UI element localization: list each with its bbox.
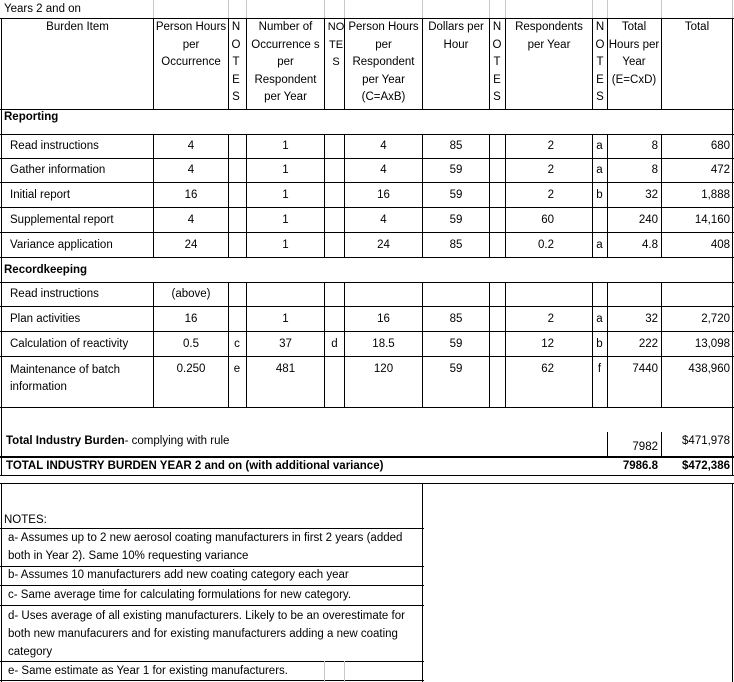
- year2-total-amount: $472,386: [682, 460, 730, 472]
- total-hours-cell: 32: [645, 189, 658, 201]
- dollars-cell: 59: [449, 189, 463, 201]
- dollars-cell: 59: [449, 214, 463, 226]
- note-ref: a: [596, 313, 603, 325]
- rule: [505, 18, 506, 110]
- occurrences-cell: 37: [279, 338, 292, 350]
- gridline: [228, 0, 229, 19]
- rule: [0, 18, 734, 19]
- respondents-cell: 0.2: [538, 239, 554, 251]
- note-d: d- Uses average of all existing manufacturers. Likely to be an overestimate for both new manufacurers and for existing manufacturers adding a new coating category: [8, 610, 405, 658]
- note-c: c- Same average time for calculating formulations for new category.: [8, 589, 352, 601]
- total-hours-cell: 8: [651, 140, 658, 152]
- row-item: Plan activities: [10, 313, 81, 325]
- note-ref: d: [331, 338, 338, 350]
- rule: [0, 483, 734, 484]
- respondents-cell: 12: [541, 338, 554, 350]
- row-item: Initial report: [10, 189, 71, 201]
- rule: [324, 282, 325, 407]
- hours-year-cell: 120: [373, 363, 394, 375]
- rule: [1, 18, 2, 407]
- rule: [607, 134, 608, 258]
- note-ref: b: [596, 338, 603, 350]
- rule: [246, 134, 247, 258]
- header-respondents: Respondents per Year: [515, 21, 583, 51]
- note-ref: a: [596, 239, 603, 251]
- row-item: Supplemental report: [10, 214, 114, 226]
- rule: [592, 282, 593, 407]
- rule: [0, 680, 424, 681]
- total-hours-cell: 222: [638, 338, 658, 350]
- hours-year-cell: 4: [380, 140, 387, 152]
- row-item: Gather information: [10, 164, 106, 176]
- total-cell: 2,720: [701, 313, 730, 325]
- gridline: [246, 0, 247, 19]
- rule: [344, 18, 345, 110]
- rule: [0, 356, 734, 357]
- rule: [732, 18, 733, 407]
- dollars-cell: 85: [449, 239, 463, 251]
- respondents-cell: 2: [547, 313, 554, 325]
- total-hours-cell: 240: [638, 214, 658, 226]
- rule: [0, 257, 734, 258]
- gridline: [592, 0, 593, 19]
- respondents-cell: 2: [547, 164, 554, 176]
- gridline: [732, 0, 733, 19]
- gridline: [344, 0, 345, 19]
- occurrences-cell: 1: [282, 189, 289, 201]
- hours-year-cell: 4: [380, 164, 387, 176]
- rule: [0, 306, 734, 307]
- occurrences-cell: 1: [282, 140, 289, 152]
- occurrences-cell: 1: [282, 239, 289, 251]
- gridline: [489, 0, 490, 19]
- occurrences-cell: 1: [282, 164, 289, 176]
- occurrences-cell: 481: [275, 363, 296, 375]
- rule: [661, 18, 662, 110]
- rule: [422, 483, 423, 682]
- rule: [661, 134, 662, 258]
- gridline: [153, 0, 154, 19]
- note-e: e- Same estimate as Year 1 for existing manufacturers.: [8, 665, 288, 677]
- rule: [732, 483, 733, 682]
- rule: [228, 282, 229, 407]
- rule: [422, 18, 423, 110]
- rule: [0, 232, 734, 233]
- rule: [228, 18, 229, 110]
- total-cell: 408: [710, 239, 730, 251]
- row-item: Read instructions: [10, 288, 99, 300]
- rule: [324, 18, 325, 110]
- rule: [0, 282, 734, 283]
- total-hours-cell: 32: [645, 313, 658, 325]
- rule: [0, 109, 734, 110]
- rule: [153, 18, 154, 110]
- note-ref: a: [596, 140, 603, 152]
- rule: [0, 331, 734, 332]
- rule: [0, 585, 424, 586]
- gridline: [422, 0, 423, 19]
- section-recordkeeping: Recordkeeping: [4, 264, 88, 276]
- total-hours-cell: 4.8: [642, 239, 658, 251]
- row-item: Variance application: [10, 239, 113, 251]
- note-ref: b: [596, 189, 603, 201]
- rule: [0, 661, 424, 662]
- year2-total-hours: 7986.8: [622, 460, 658, 472]
- dollars-cell: 85: [449, 313, 463, 325]
- gridline: [505, 0, 506, 19]
- row-item: Maintenance of batch information: [10, 364, 120, 393]
- gridline: [324, 0, 325, 19]
- rule: [489, 18, 490, 110]
- rule: [0, 566, 424, 567]
- person-hours-cell: 4: [187, 164, 195, 176]
- rule: [246, 282, 247, 407]
- rule: [0, 134, 734, 135]
- total-cell: 13,098: [694, 338, 730, 350]
- note-ref: e: [233, 363, 241, 375]
- rule: [153, 282, 154, 407]
- rule: [607, 432, 608, 457]
- hours-year-cell: 4: [380, 214, 387, 226]
- rule: [0, 475, 734, 476]
- person-hours-cell: 24: [184, 239, 198, 251]
- industry-burden-label: [2, 434, 422, 450]
- industry-burden-label-bold: Total Industry Burden: [6, 435, 125, 447]
- rule: [0, 158, 734, 159]
- rule: [228, 134, 229, 258]
- rule: [661, 282, 662, 407]
- rule: [422, 134, 423, 258]
- rule: [505, 282, 506, 407]
- total-cell: 14,160: [694, 214, 730, 226]
- header-notes-2: NOTES: [327, 21, 345, 68]
- respondents-cell: 2: [547, 140, 554, 152]
- hours-year-cell: 18.5: [372, 338, 395, 350]
- rule: [607, 18, 608, 110]
- total-cell: 438,960: [688, 363, 730, 375]
- person-hours-cell: 4: [187, 140, 195, 152]
- total-cell: 680: [710, 140, 730, 152]
- gridline: [344, 661, 345, 682]
- respondents-cell: 62: [541, 363, 554, 375]
- rule: [0, 528, 424, 529]
- rule: [0, 207, 734, 208]
- respondents-cell: 2: [547, 189, 554, 201]
- header-notes-3: NOTES: [492, 21, 502, 103]
- rule: [324, 134, 325, 258]
- note-b: b- Assumes 10 manufacturers add new coating category each year: [8, 569, 349, 581]
- section-reporting: Reporting: [4, 111, 59, 123]
- rule: [489, 134, 490, 258]
- header-dollars-per-hour: Dollars per Hour: [428, 21, 484, 51]
- total-cell: 1,888: [701, 189, 730, 201]
- hours-year-cell: 16: [377, 313, 390, 325]
- row-item: Calculation of reactivity: [10, 338, 129, 350]
- person-hours-cell: 0.250: [176, 363, 206, 375]
- industry-burden-label-rest: - complying with rule: [124, 435, 230, 447]
- rule: [0, 407, 734, 408]
- sheet-title: Years 2 and on: [4, 3, 81, 15]
- dollars-cell: 85: [449, 140, 463, 152]
- gridline: [324, 661, 325, 682]
- rule: [489, 282, 490, 407]
- occurrences-cell: 1: [282, 313, 289, 325]
- header-person-hours-year: Person Hours per Respondent per Year (C=AxB): [348, 21, 419, 103]
- rule: [1, 483, 2, 682]
- occurrences-cell: 1: [282, 214, 289, 226]
- rule: [0, 457, 734, 458]
- industry-burden-hours: 7982: [632, 441, 658, 453]
- note-ref: a: [596, 164, 603, 176]
- rule: [344, 134, 345, 258]
- rule: [0, 182, 734, 183]
- industry-burden-total: $471,978: [682, 435, 730, 447]
- note-ref: [592, 213, 607, 227]
- rule: [732, 407, 733, 476]
- rule: [0, 605, 424, 606]
- dollars-cell: 59: [449, 338, 463, 350]
- rule: [592, 134, 593, 258]
- hours-year-cell: 16: [377, 189, 390, 201]
- notes-heading: NOTES:: [4, 514, 47, 526]
- header-occurrences: Number of Occurrence s per Respondent per Year: [251, 21, 320, 103]
- dollars-cell: 59: [449, 363, 463, 375]
- rule: [661, 432, 662, 457]
- note-ref: c: [234, 338, 240, 350]
- note-ref: f: [597, 363, 602, 375]
- rule: [505, 134, 506, 258]
- header-notes-4: NOTES: [595, 21, 605, 103]
- total-hours-cell: 8: [651, 164, 658, 176]
- total-hours-cell: 7440: [632, 363, 658, 375]
- person-hours-cell: (above): [171, 288, 211, 300]
- person-hours-cell: 16: [184, 313, 198, 325]
- header-person-hours: Person Hours per Occurrence: [155, 21, 227, 68]
- total-cell: 472: [710, 164, 730, 176]
- row-item: Read instructions: [10, 140, 99, 152]
- rule: [592, 18, 593, 110]
- gridline: [661, 0, 662, 19]
- person-hours-cell: 0.5: [183, 338, 199, 350]
- hours-year-cell: 24: [377, 239, 390, 251]
- person-hours-cell: 4: [187, 214, 195, 226]
- header-notes-1: NOTES: [231, 21, 241, 103]
- rule: [422, 282, 423, 407]
- header-burden-item: Burden Item: [46, 21, 109, 33]
- rule: [607, 282, 608, 407]
- person-hours-cell: 16: [184, 189, 198, 201]
- year2-total-label: TOTAL INDUSTRY BURDEN YEAR 2 and on (with additional variance): [6, 460, 384, 472]
- header-total-hours: Total Hours per Year (E=CxD): [608, 21, 660, 86]
- header-total: Total: [684, 21, 710, 33]
- dollars-cell: 59: [449, 164, 463, 176]
- rule: [344, 282, 345, 407]
- rule: [246, 18, 247, 110]
- note-a: a- Assumes up to 2 new aerosol coating manufacturers in first 2 years (added both in Year 2). Same 10% requesting variance: [8, 532, 403, 562]
- rule: [1, 407, 2, 476]
- gridline: [607, 0, 608, 19]
- rule: [153, 134, 154, 258]
- respondents-cell: 60: [541, 214, 554, 226]
